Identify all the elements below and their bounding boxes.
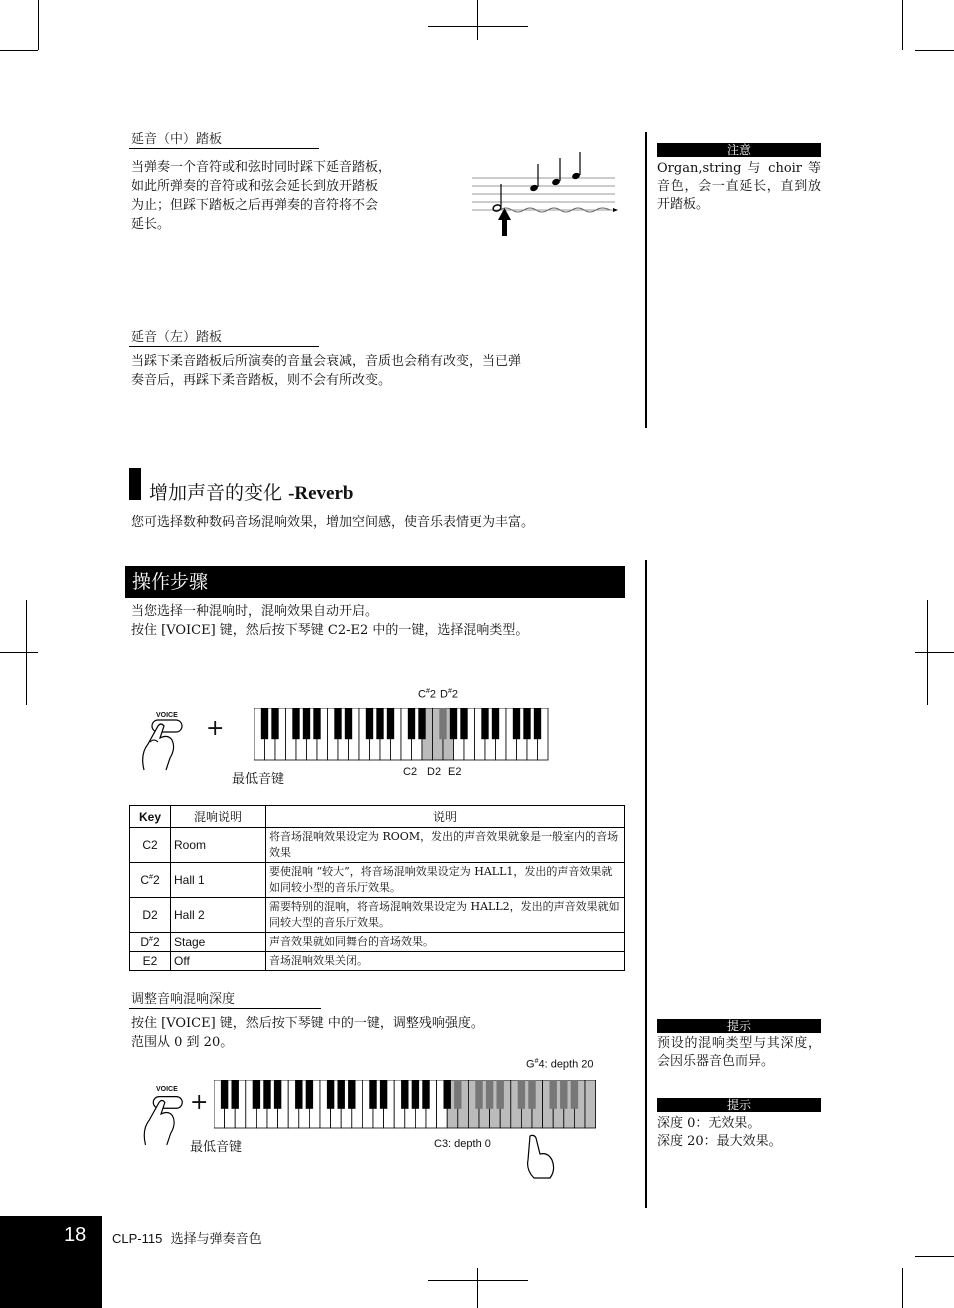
crop-mark (428, 26, 528, 27)
black-key (439, 708, 446, 739)
black-key (334, 708, 341, 739)
sustain-pedal-text: 当弹奏一个音符或和弦时同时踩下延音踏板， 如此所弹奏的音符或和弦会延长到放开踏板 为止；但踩下踏板之后再弹奏的音符将不会 延长。 (131, 160, 392, 232)
table-cell-name: Stage (171, 933, 266, 952)
section-rule (129, 1008, 321, 1009)
black-key (496, 1080, 503, 1109)
black-key (253, 1080, 260, 1109)
hand-finger-icon (520, 1134, 560, 1180)
dsharp2-label: D#2 (440, 688, 458, 701)
black-key (303, 708, 310, 739)
black-key (560, 1080, 567, 1109)
black-key (443, 1080, 450, 1109)
table-cell-name: Hall 1 (171, 863, 266, 898)
hint-head: 提示 (657, 1098, 821, 1112)
piano-keyboard (254, 708, 554, 770)
footer-page-block (0, 1216, 102, 1308)
section-rule (129, 148, 319, 149)
black-key (376, 708, 383, 739)
page-number: 18 (64, 1224, 87, 1246)
sustain-staff-illustration (470, 148, 620, 236)
depth-text: 按住 [VOICE] 键，然后按下琴键 中的一键，调整残响强度。 范围从 0 到 20。 (131, 1016, 484, 1050)
black-key (263, 1080, 270, 1109)
black-key (369, 1080, 376, 1109)
voice-button-label: VOICE (156, 712, 178, 719)
black-key (412, 1080, 419, 1109)
table-cell-key: E2 (130, 952, 171, 971)
e2-label: E2 (448, 766, 462, 778)
black-key (513, 708, 520, 739)
table-cell-key: C2 (130, 828, 171, 863)
black-key (571, 1080, 578, 1109)
soft-pedal-text: 当踩下柔音踏板后所演奏的音量会衰减，音质也会稍有改变，当已弹 奏音后，再踩下柔音踏板，则不会有所改变。 (131, 354, 522, 388)
caution-note-head: 注意 (657, 143, 821, 157)
black-key (221, 1080, 228, 1109)
reverb-type-table (129, 805, 625, 971)
csharp2-label: C#2 (418, 688, 436, 701)
black-key (528, 1080, 535, 1109)
table-cell-name: Room (171, 828, 266, 863)
lowest-key-label: 最低音键 (232, 772, 285, 787)
table-row (130, 863, 625, 898)
black-key (481, 708, 488, 739)
black-key (460, 708, 467, 739)
table-header: 混响说明 (171, 806, 266, 828)
crop-mark (0, 50, 38, 51)
steps-title: 操作步骤 (125, 566, 625, 598)
black-key (518, 1080, 525, 1109)
table-row (130, 898, 625, 933)
plus-sign: + (190, 1090, 209, 1115)
footer-title: CLP-115 选择与弹奏音色 (112, 1231, 262, 1247)
black-key (327, 1080, 334, 1109)
table-cell-key: D#2 (130, 933, 171, 952)
steps-text: 当您选择一种混响时，混响效果自动开启。 按住 [VOICE] 键，然后按下琴键 C2-E2 中的一键，选择混响类型。 (131, 604, 529, 638)
depth-title: 调整音响混响深度 (131, 992, 236, 1007)
table-header: 说明 (266, 806, 625, 828)
black-key (271, 708, 278, 739)
crop-mark (477, 1268, 478, 1308)
table-cell-desc: 要使混响 “较大”，将音场混响效果设定为 HALL1，发出的声音效果就如同较小型的音乐厅效果。 (266, 863, 625, 898)
crop-mark (477, 0, 478, 40)
table-cell-desc: 需要特别的混响，将音场混响效果设定为 HALL2，发出的声音效果就如同较大型的音乐厅效果。 (266, 898, 625, 933)
reverb-intro: 您可选择数种数码音场混响效果，增加空间感，使音乐表情更为丰富。 (131, 515, 535, 530)
sustain-pedal-title: 延音（中）踏板 (131, 132, 223, 147)
black-key (261, 708, 268, 739)
table-cell-key: C#2 (130, 863, 171, 898)
crop-mark (428, 1280, 528, 1281)
black-key (450, 708, 457, 739)
black-key (345, 708, 352, 739)
crop-mark (26, 600, 27, 705)
keyboard-figure-1 (130, 684, 580, 794)
sidebar-rule (645, 560, 647, 1208)
c2-label: C2 (403, 766, 418, 778)
table-row (130, 828, 625, 863)
black-key (380, 1080, 387, 1109)
table-header: Key (130, 806, 171, 828)
black-key (549, 1080, 556, 1109)
black-key (492, 708, 499, 739)
crop-mark (915, 1256, 954, 1257)
soft-pedal-title: 延音（左）踏板 (131, 330, 223, 345)
section-rule (129, 346, 319, 347)
table-cell-desc: 声音效果就如同舞台的音场效果。 (266, 933, 625, 952)
table-row (130, 952, 625, 971)
table-cell-name: Hall 2 (171, 898, 266, 933)
table-cell-desc: 将音场混响效果设定为 ROOM，发出的声音效果就象是一般室内的音场效果 (266, 828, 625, 863)
gsharp4-depth-label: G#4: depth 20 (526, 1058, 594, 1071)
black-key (486, 1080, 493, 1109)
table-cell-key: D2 (130, 898, 171, 933)
black-key (348, 1080, 355, 1109)
crop-mark (902, 1268, 903, 1308)
black-key (408, 708, 415, 739)
crop-mark (927, 600, 928, 705)
black-key (454, 1080, 461, 1109)
c3-depth-label: C3: depth 0 (434, 1138, 491, 1150)
sidebar-rule (645, 132, 647, 428)
white-key (585, 1080, 596, 1128)
black-key (274, 1080, 281, 1109)
black-key (366, 708, 373, 739)
table-row (130, 933, 625, 952)
black-key (422, 1080, 429, 1109)
hint-head: 提示 (657, 1019, 821, 1033)
hint-text: 深度 0：无效果。 深度 20：最大效果。 (657, 1116, 782, 1149)
black-key (292, 708, 299, 739)
heading-bar (129, 468, 141, 500)
crop-mark (915, 652, 954, 653)
hint-text: 预设的混响类型与其深度，会因乐器音色而异。 (657, 1036, 821, 1069)
voice-button-label: VOICE (156, 1086, 178, 1093)
black-key (523, 708, 530, 739)
piano-keyboard (214, 1080, 610, 1136)
keyboard-figure-2 (130, 1056, 620, 1180)
crop-mark (915, 50, 954, 51)
reverb-heading: 增加声音的变化 -Reverb (149, 482, 354, 504)
black-key (337, 1080, 344, 1109)
caution-note-text: Organ,string 与 choir 等音色，会一直延长，直到放开踏板。 (657, 161, 821, 212)
black-key (306, 1080, 313, 1109)
black-key (387, 708, 394, 739)
plus-sign: + (206, 716, 225, 741)
crop-mark (38, 0, 39, 50)
crop-mark (0, 652, 38, 653)
black-key (401, 1080, 408, 1109)
black-key (313, 708, 320, 739)
crop-mark (902, 0, 903, 50)
table-cell-desc: 音场混响效果关闭。 (266, 952, 625, 971)
black-key (295, 1080, 302, 1109)
d2-label: D2 (427, 766, 442, 778)
table-cell-name: Off (171, 952, 266, 971)
table-header-row (130, 806, 625, 828)
black-key (534, 708, 541, 739)
black-key (475, 1080, 482, 1109)
black-key (231, 1080, 238, 1109)
lowest-key-label: 最低音键 (190, 1140, 243, 1155)
black-key (418, 708, 425, 739)
